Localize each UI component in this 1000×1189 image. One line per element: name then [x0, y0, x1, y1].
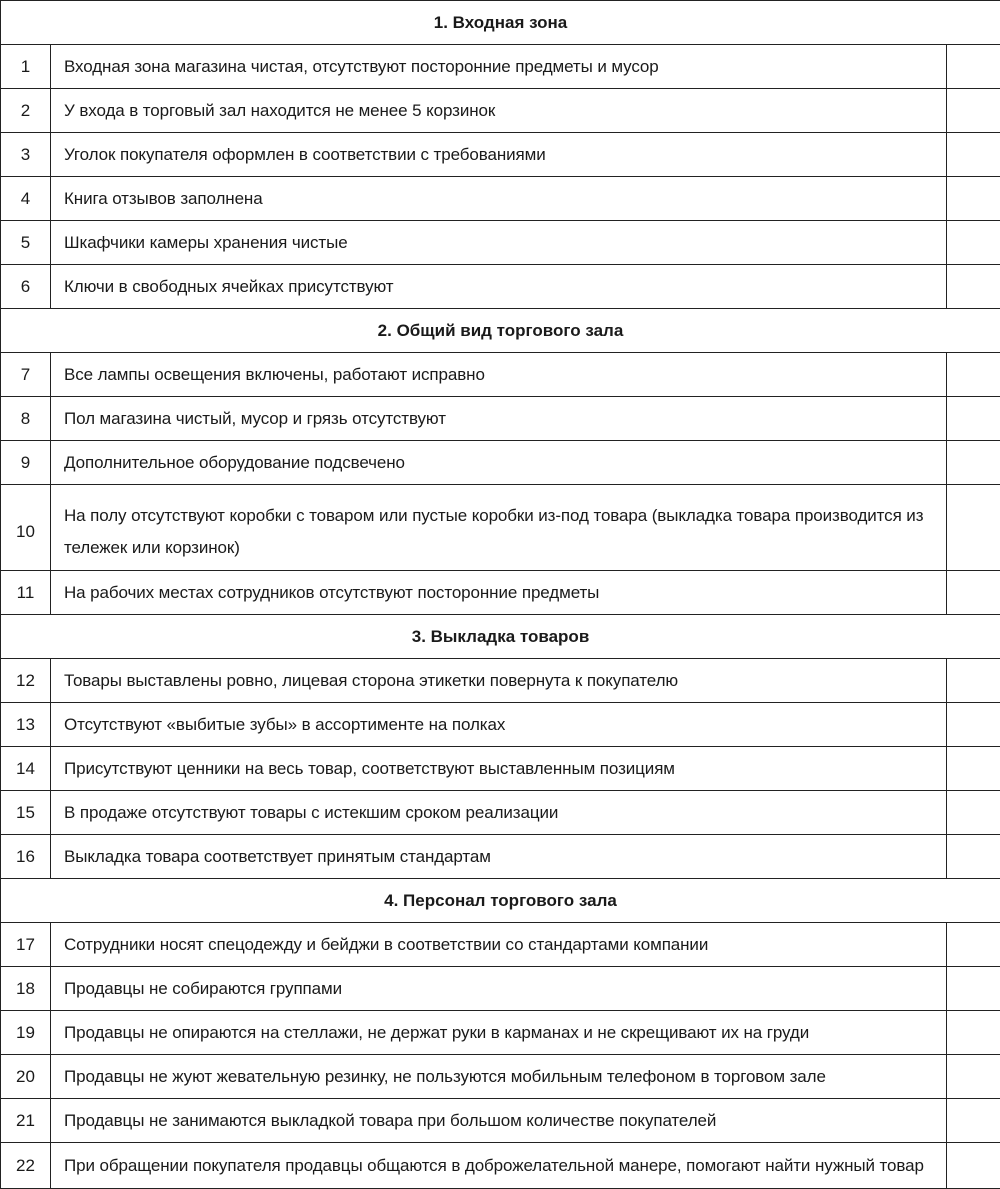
checklist-item-row	[1, 353, 1000, 397]
item-text: Выкладка товара соответствует принятым стандартам	[51, 835, 947, 879]
item-text: Присутствуют ценники на весь товар, соответствуют выставленным позициям	[51, 747, 947, 791]
checklist-item-row	[1, 265, 1000, 309]
checklist-item-row	[1, 45, 1000, 89]
item-mark-cell[interactable]	[947, 221, 1000, 265]
item-mark-cell[interactable]	[947, 1099, 1000, 1143]
item-text: Книга отзывов заполнена	[51, 177, 947, 221]
item-text: Товары выставлены ровно, лицевая сторона этикетки повернута к покупателю	[51, 659, 947, 703]
item-text: Отсутствуют «выбитые зубы» в ассортименте на полках	[51, 703, 947, 747]
checklist-item-row	[1, 1055, 1000, 1099]
checklist-body	[1, 1, 1000, 1189]
item-number: 16	[1, 835, 51, 879]
item-number: 1	[1, 45, 51, 89]
item-number: 7	[1, 353, 51, 397]
item-number: 8	[1, 397, 51, 441]
item-number: 9	[1, 441, 51, 485]
item-text: Шкафчики камеры хранения чистые	[51, 221, 947, 265]
item-text: Ключи в свободных ячейках присутствуют	[51, 265, 947, 309]
checklist-item-row	[1, 1011, 1000, 1055]
item-mark-cell[interactable]	[947, 45, 1000, 89]
section-header-row	[1, 879, 1000, 923]
section-title: 4. Персонал торгового зала	[1, 879, 1000, 923]
item-number: 10	[1, 485, 51, 571]
item-mark-cell[interactable]	[947, 967, 1000, 1011]
item-text: Продавцы не занимаются выкладкой товара при большом количестве покупателей	[51, 1099, 947, 1143]
item-number: 4	[1, 177, 51, 221]
checklist-item-row	[1, 397, 1000, 441]
item-mark-cell[interactable]	[947, 791, 1000, 835]
checklist-item-row	[1, 571, 1000, 615]
item-number: 19	[1, 1011, 51, 1055]
item-number: 2	[1, 89, 51, 133]
checklist-item-row	[1, 923, 1000, 967]
item-text: Все лампы освещения включены, работают исправно	[51, 353, 947, 397]
item-number: 17	[1, 923, 51, 967]
item-text: Продавцы не опираются на стеллажи, не держат руки в карманах и не скрещивают их на груди	[51, 1011, 947, 1055]
item-mark-cell[interactable]	[947, 703, 1000, 747]
checklist-item-row	[1, 1099, 1000, 1143]
item-mark-cell[interactable]	[947, 1055, 1000, 1099]
item-mark-cell[interactable]	[947, 397, 1000, 441]
item-mark-cell[interactable]	[947, 89, 1000, 133]
item-mark-cell[interactable]	[947, 177, 1000, 221]
item-mark-cell[interactable]	[947, 441, 1000, 485]
item-text: Дополнительное оборудование подсвечено	[51, 441, 947, 485]
section-title: 2. Общий вид торгового зала	[1, 309, 1000, 353]
section-header-row	[1, 615, 1000, 659]
item-number: 11	[1, 571, 51, 615]
item-number: 6	[1, 265, 51, 309]
item-mark-cell[interactable]	[947, 747, 1000, 791]
item-text: Входная зона магазина чистая, отсутствуют посторонние предметы и мусор	[51, 45, 947, 89]
item-text: На рабочих местах сотрудников отсутствуют посторонние предметы	[51, 571, 947, 615]
item-text: Сотрудники носят спецодежду и бейджи в соответствии со стандартами компании	[51, 923, 947, 967]
checklist-item-row	[1, 791, 1000, 835]
item-text: У входа в торговый зал находится не менее 5 корзинок	[51, 89, 947, 133]
item-mark-cell[interactable]	[947, 923, 1000, 967]
item-number: 18	[1, 967, 51, 1011]
item-text: Продавцы не собираются группами	[51, 967, 947, 1011]
item-number: 21	[1, 1099, 51, 1143]
checklist-item-row	[1, 835, 1000, 879]
section-header-row	[1, 309, 1000, 353]
item-text: Продавцы не жуют жевательную резинку, не пользуются мобильным телефоном в торговом зале	[51, 1055, 947, 1099]
checklist-item-row	[1, 441, 1000, 485]
item-number: 13	[1, 703, 51, 747]
item-number: 12	[1, 659, 51, 703]
checklist-item-row	[1, 703, 1000, 747]
item-mark-cell[interactable]	[947, 1143, 1000, 1189]
checklist-item-row	[1, 967, 1000, 1011]
item-mark-cell[interactable]	[947, 133, 1000, 177]
section-header-row	[1, 1, 1000, 45]
item-mark-cell[interactable]	[947, 485, 1000, 571]
checklist-item-row	[1, 89, 1000, 133]
checklist-item-row	[1, 747, 1000, 791]
item-mark-cell[interactable]	[947, 353, 1000, 397]
item-number: 22	[1, 1143, 51, 1189]
item-mark-cell[interactable]	[947, 1011, 1000, 1055]
item-text: На полу отсутствуют коробки с товаром или пустые коробки из-под товара (выкладка товара производится из тележек или корзинок)	[51, 485, 947, 571]
item-mark-cell[interactable]	[947, 835, 1000, 879]
item-number: 5	[1, 221, 51, 265]
item-number: 20	[1, 1055, 51, 1099]
item-number: 3	[1, 133, 51, 177]
section-title: 1. Входная зона	[1, 1, 1000, 45]
checklist-item-row	[1, 133, 1000, 177]
item-number: 15	[1, 791, 51, 835]
item-text: Пол магазина чистый, мусор и грязь отсутствуют	[51, 397, 947, 441]
item-number: 14	[1, 747, 51, 791]
checklist-item-row	[1, 177, 1000, 221]
item-mark-cell[interactable]	[947, 571, 1000, 615]
item-text: При обращении покупателя продавцы общаются в доброжелательной манере, помогают найти нужный товар	[51, 1143, 947, 1189]
item-mark-cell[interactable]	[947, 265, 1000, 309]
item-text: В продаже отсутствуют товары с истекшим сроком реализации	[51, 791, 947, 835]
section-title: 3. Выкладка товаров	[1, 615, 1000, 659]
checklist-item-row	[1, 485, 1000, 571]
checklist-item-row	[1, 659, 1000, 703]
checklist-item-row	[1, 1143, 1000, 1189]
checklist-item-row	[1, 221, 1000, 265]
item-text: Уголок покупателя оформлен в соответствии с требованиями	[51, 133, 947, 177]
item-mark-cell[interactable]	[947, 659, 1000, 703]
